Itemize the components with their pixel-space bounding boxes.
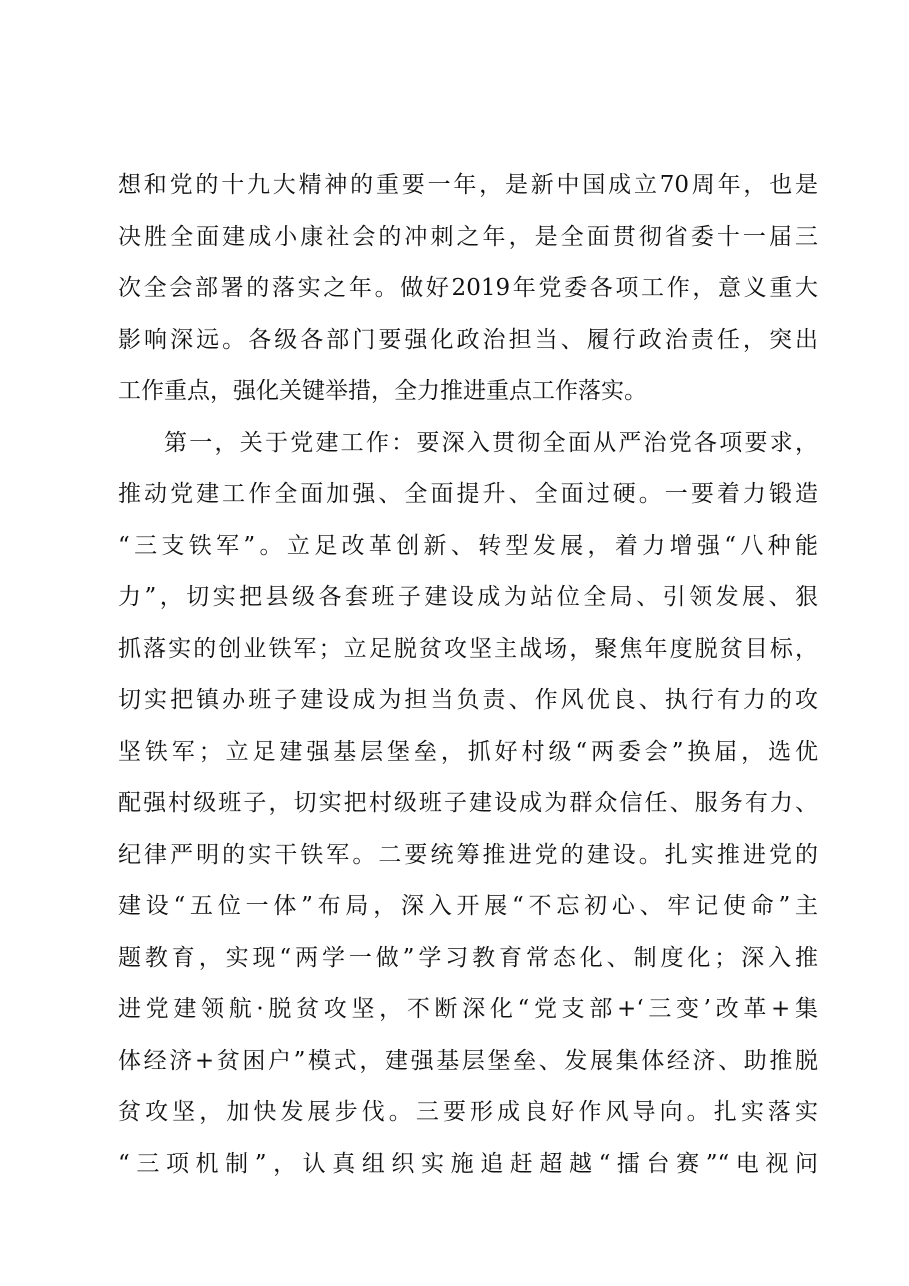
text-line: “三项机制”，认真组织实施追赶超越“擂台赛”“电视问 <box>118 1150 818 1177</box>
paragraph <box>118 418 818 1191</box>
text-line: 次全会部署的落实之年。做好2019年党委各项工作，意义重大 <box>118 275 818 301</box>
text-line: 配强村级班子，切实把村级班子建设成为群众信任、服务有力、 <box>118 790 818 816</box>
text-line: 力”，切实把县级各套班子建设成为站位全局、引领发展、狠 <box>118 584 818 610</box>
paragraph <box>118 160 818 418</box>
text-line: 影响深远。各级各部门要强化政治担当、履行政治责任，突出 <box>118 326 818 353</box>
text-line: “三支铁军”。立足改革创新、转型发展，着力增强“八种能 <box>118 532 818 559</box>
text-line: 决胜全面建成小康社会的冲刺之年，是全面贯彻省委十一届三 <box>118 223 818 250</box>
text-line: 切实把镇办班子建设成为担当负责、作风优良、执行有力的攻 <box>118 687 818 713</box>
text-line: 贫攻坚，加快发展步伐。三要形成良好作风导向。扎实落实 <box>118 1099 818 1125</box>
text-line: 坚铁军；立足建强基层堡垒，抓好村级“两委会”换届，选优 <box>118 738 818 765</box>
text-line: 建设“五位一体”布局，深入开展“不忘初心、牢记使命”主 <box>118 893 818 919</box>
text-line: 纪律严明的实干铁军。二要统筹推进党的建设。扎实推进党的 <box>118 841 818 868</box>
text-line: 题教育，实现“两学一做”学习教育常态化、制度化；深入推 <box>118 944 818 971</box>
text-line: 抓落实的创业铁军；立足脱贫攻坚主战场，聚焦年度脱贫目标， <box>118 635 818 662</box>
text-line: 第一，关于党建工作：要深入贯彻全面从严治党各项要求， <box>164 429 818 456</box>
document-body <box>118 160 818 1190</box>
text-line: 想和党的十九大精神的重要一年，是新中国成立70周年，也是 <box>118 172 818 198</box>
text-line: 进党建领航·脱贫攻坚，不断深化“党支部+‘三变’改革+集 <box>118 996 818 1022</box>
text-line: 体经济+贫困户”模式，建强基层堡垒、发展集体经济、助推脱 <box>118 1047 818 1074</box>
text-line: 推动党建工作全面加强、全面提升、全面过硬。一要着力锻造 <box>118 481 818 507</box>
text-line: 工作重点，强化关键举措，全力推进重点工作落实。 <box>118 378 647 404</box>
